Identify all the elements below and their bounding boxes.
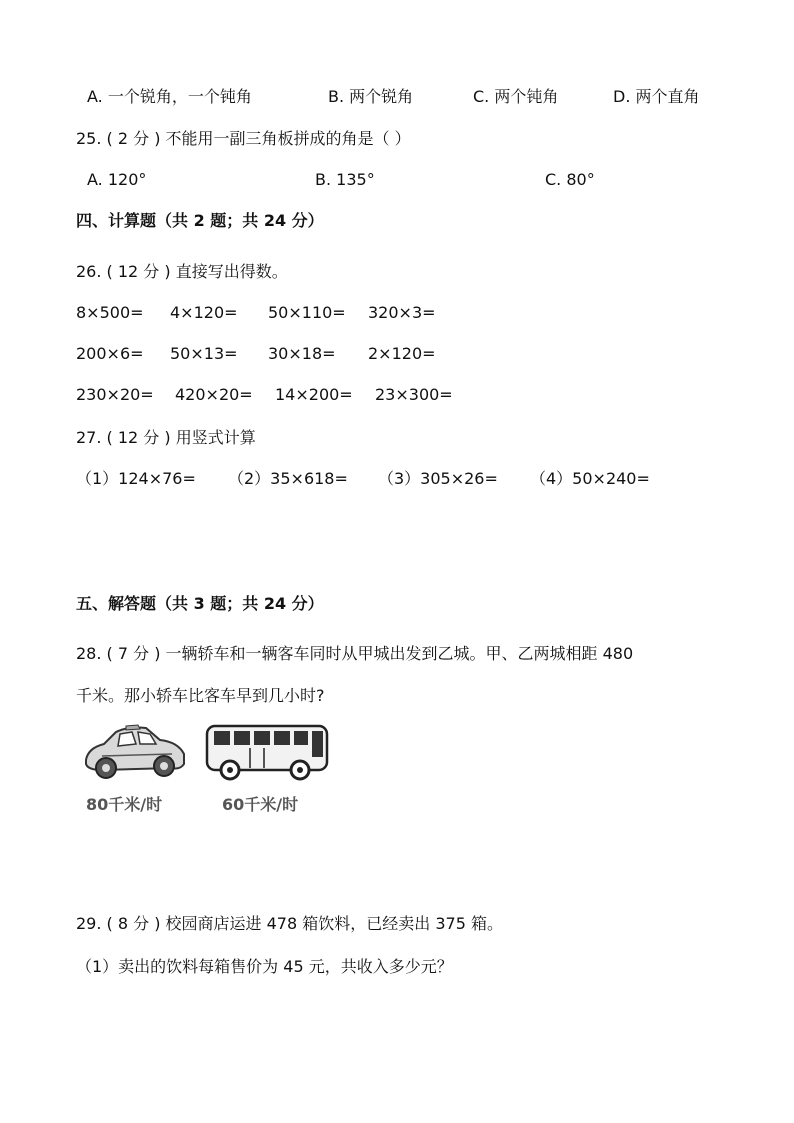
q24-option-b[interactable]: B. 两个锐角 [328, 87, 414, 106]
q25-option-a[interactable]: A. 120° [87, 170, 147, 189]
q27-stem: 27. ( 12 分 ) 用竖式计算 [76, 428, 256, 447]
q24-option-a[interactable]: A. 一个锐角，一个钝角 [87, 87, 252, 106]
q24-option-c[interactable]: C. 两个钝角 [473, 87, 559, 106]
q28-stem-line-2: 千米。那小轿车比客车早到几小时? [76, 686, 325, 705]
section-4-heading: 四、计算题（共 2 题；共 24 分） [76, 211, 324, 230]
q29-sub-question-1: （1）卖出的饮料每箱售价为 45 元，共收入多少元？ [76, 957, 453, 976]
q27-item: （2）35×618= [228, 469, 348, 488]
q26-item: 23×300= [375, 385, 453, 404]
q26-item: 50×13= [170, 344, 238, 363]
bus-icon [204, 722, 332, 782]
q26-item: 50×110= [268, 303, 346, 322]
q28-stem-line-1: 28. ( 7 分 ) 一辆轿车和一辆客车同时从甲城出发到乙城。甲、乙两城相距 480 [76, 644, 634, 663]
q26-item: 200×6= [76, 344, 144, 363]
bus-illustration [204, 722, 332, 782]
bus-speed-label: 60千米/时 [222, 795, 299, 814]
q25-option-c[interactable]: C. 80° [545, 170, 595, 189]
q26-item: 14×200= [275, 385, 353, 404]
q26-item: 420×20= [175, 385, 253, 404]
car-speed-label: 80千米/时 [86, 795, 163, 814]
q25-option-b[interactable]: B. 135° [315, 170, 375, 189]
q26-stem: 26. ( 12 分 ) 直接写出得数。 [76, 262, 288, 281]
q26-item: 320×3= [368, 303, 436, 322]
q26-item: 230×20= [76, 385, 154, 404]
q25-stem: 25. ( 2 分 ) 不能用一副三角板拼成的角是（ ） [76, 129, 411, 148]
q26-item: 30×18= [268, 344, 336, 363]
q27-item: （3）305×26= [378, 469, 498, 488]
car-icon [80, 722, 190, 784]
q27-item: （4）50×240= [530, 469, 650, 488]
q26-item: 4×120= [170, 303, 238, 322]
q24-option-d[interactable]: D. 两个直角 [613, 87, 700, 106]
q26-item: 2×120= [368, 344, 436, 363]
car-illustration [80, 722, 190, 784]
q27-item: （1）124×76= [76, 469, 196, 488]
q29-stem: 29. ( 8 分 ) 校园商店运进 478 箱饮料，已经卖出 375 箱。 [76, 914, 503, 933]
q26-item: 8×500= [76, 303, 144, 322]
section-5-heading: 五、解答题（共 3 题；共 24 分） [76, 594, 324, 613]
